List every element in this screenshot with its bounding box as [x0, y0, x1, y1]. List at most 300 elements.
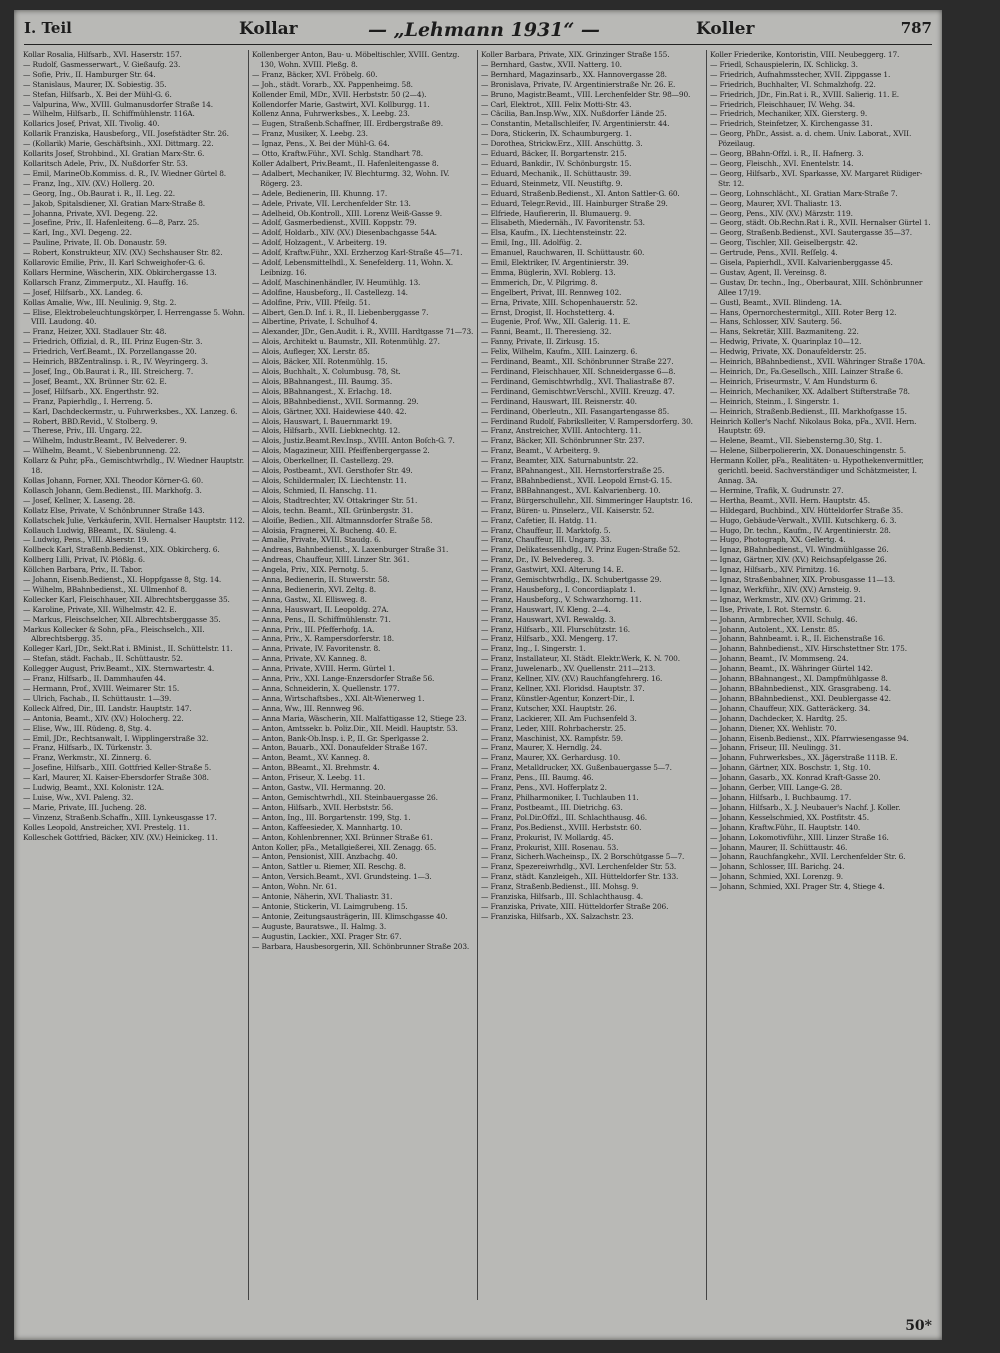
directory-entry: — Anton, Bauarb., XXI. Donaufelder Straße 167.	[252, 743, 428, 753]
directory-entry: Kollar Rosalia, Hilfsarb., XVI. Haserstr. 157.	[23, 50, 182, 59]
directory-entry: — Johann, Hilfsarb., I. Buchbaumg. 17.	[710, 792, 852, 802]
directory-entry: — Ferdinand Rudolf, Fabrikslleiter, V. Rampersdorferg. 30.	[481, 416, 693, 426]
directory-entry: — Johann, Gerber, VIII. Lange-G. 28.	[710, 783, 843, 793]
directory-entry: — Josef, Beamt., XX. Brünner Str. 62. E.	[23, 376, 167, 386]
directory-entry: — Franz, Heizer, XXI. Stadlauer Str. 48.	[23, 327, 167, 337]
directory-entry: — Hildegard, Buchbind., XIV. Hütteldorfer Straße 35.	[710, 505, 903, 515]
directory-entry: — Johann, Dachdecker, X. Hardtg. 25.	[710, 713, 848, 723]
directory-entry: — Friedrich, Offizial, d. R., III. Prinz Eugen-Str. 3.	[23, 337, 203, 347]
directory-entry: — Antonie, Näherin, XVI. Thaliastr. 31.	[252, 892, 393, 902]
directory-entry: Kollbeck Karl, Straßenb.Bedienst., XIX. Obkircherg. 6.	[23, 545, 220, 555]
directory-entry: — Hans, Schlosser, XIV. Sauterg. 56.	[710, 317, 842, 327]
directory-entry: Kolles Leopold, Anstreicher, XVI. Prestelg. 11.	[23, 822, 190, 832]
directory-entry: — Johann, Rauchfangkehr., XVII. Lerchenfelder Str. 6.	[710, 852, 906, 862]
directory-entry: — Georg, Pens., XIV. (XV.) Märzstr. 119.	[710, 208, 853, 218]
directory-entry: — Eduard, Steinmetz, VII. Neustiftg. 9.	[481, 178, 623, 188]
directory-entry: — Johann, Lokomotivführ., XIII. Linzer Straße 16.	[710, 832, 889, 842]
directory-entry: — Franz, Kellner, XIV. (XV.) Rauchfangfehrerg. 16.	[481, 674, 663, 684]
directory-entry: Hermann Koller, pFa., Realitäten- u. Hypothekenvermittler, gerichtl. beeid. Sachverständiger und Schätzmeister, I. Annag. 3A.	[710, 456, 924, 485]
directory-entry: — Franz, Hilfsarb., XII. Flurschützstr. 16.	[481, 624, 630, 634]
directory-entry: — Karl, Ing., XVI. Degeng. 22.	[23, 228, 132, 238]
directory-entry: — Johann, Schlosser, III. Barichg. 24.	[710, 862, 845, 872]
directory-entry: — Fanny, Private, II. Zirkusg. 15.	[481, 337, 600, 347]
directory-entry: — Ferdinand, Beamt., XII. Schönbrunner Straße 227.	[481, 357, 674, 367]
directory-entry: — Franz, Straßenb.Bedienst., III. Mohsg. 9.	[481, 882, 639, 892]
directory-entry: — Franz, Chauffeur, III. Ungarg. 33.	[481, 535, 612, 545]
directory-entry: — Alois, Justiz.Beamt.Rev.Insp., XVIII. Anton Boſch-G. 7.	[252, 436, 455, 446]
directory-entry: — Anna, Priv., XXI. Lange-Enzersdorfer Straße 56.	[252, 674, 435, 684]
directory-entry: — Johann, Gärtner, XIX. Boschstr. 1, Stg. 10.	[710, 763, 871, 773]
directory-entry: — Wilhelm, Beamt., V. Siebenbrunneng. 22.	[23, 446, 181, 456]
directory-entry: — Franz, Pos.Bedienst., XVIII. Herbststr. 60.	[481, 822, 642, 832]
directory-entry: — Markus, Fleischselcher, XII. Albrechtsberggasse 35.	[23, 614, 221, 624]
directory-entry: — Anna, Bedienerin, II. Stuwerstr. 58.	[252, 575, 390, 585]
directory-entry: — Georg, PhDr., Assist. a. d. chem. Univ. Laborat., XVII. Pözeilaug.	[710, 129, 912, 149]
directory-entry: Kolleger Karl, JDr., Sekt.Rat i. BMinist., II. Schüttelstr. 11.	[23, 644, 233, 654]
directory-entry: — Hugo, Dr. techn., Kaufm., IV. Argentinierstr. 28.	[710, 525, 891, 535]
directory-entry: — Adele, Private, VII. Lerchenfelder Str. 13.	[252, 198, 411, 208]
directory-entry: — Aloiſie, Bedien., XII. Altmannsdorfer Straße 58.	[252, 515, 433, 525]
directory-entry: — Johann, Eisenb.Bedienst., XI. Hoppfgasse 8, Stg. 14.	[23, 575, 222, 585]
directory-entry: — Franz, Juwelenarb., XV. Quellenstr. 211—213.	[481, 664, 656, 674]
directory-entry: — Emil, JDr., Rechtsanwalt, I. Wipplingerstraße 32.	[23, 733, 209, 743]
directory-entry: — Adelheid, Ob.Kontroll., XIII. Lorenz Weiß-Gasse 9.	[252, 208, 442, 218]
directory-entry: — Johann, Eisenb.Bedienst., XIX. Pfarrwiesengasse 94.	[710, 733, 909, 743]
directory-entry: — Emanuel, Rauchwaren, II. Schüttaustr. 60.	[481, 248, 645, 258]
directory-entry: — Auguste, Bauratswe., II. Halmg. 3.	[252, 921, 387, 931]
directory-entry: — Johanna, Private, XVI. Degeng. 22.	[23, 208, 158, 218]
directory-entry: — Georg, Tischler, XII. Geiselbergstr. 42.	[710, 238, 858, 248]
directory-entry: — Emil, Ing., III. Adolfüg. 2.	[481, 238, 582, 248]
directory-entry: Koller Adalbert, Priv.Beamt., II. Hafenleitengasse 8.	[252, 158, 439, 168]
directory-entry: — Alois, Aufleger, XX. Lerstr. 85.	[252, 347, 370, 357]
directory-entry: — Emma, Büglerin, XVI. Roblerg. 13.	[481, 267, 616, 277]
directory-entry: — Friedl, Schauspielerin, IX. Schlickg. 3.	[710, 59, 858, 69]
directory-entry: — Anton, Kohlenbrenner, XXI. Brünner Straße 61.	[252, 832, 433, 842]
directory-entry: — Franz, Chauffeur, II. Marktofg. 5.	[481, 525, 611, 535]
directory-entry: — Franz, Ing., I. Singerstr. 1.	[481, 644, 586, 654]
directory-entry: — Anton, Amtssekr. b. Poliz.Dir., XII. Meidl. Hauptstr. 53.	[252, 723, 458, 733]
directory-entry: — Franz, Pens., III. Baumg. 46.	[481, 773, 594, 783]
directory-entry: — Johann, Armbrecher, XVII. Schulg. 46.	[710, 614, 858, 624]
directory-entry: — Ludwig, Beamt., XXI. Kolonistr. 12A.	[23, 783, 164, 793]
directory-entry: Kollaritsch Adele, Priv., IX. Nußdorfer Str. 53.	[23, 158, 188, 168]
directory-entry: — Anton, Pensionist, XIII. Anzbachg. 40.	[252, 852, 398, 862]
directory-entry: Kollegger August, Priv.Beamt., XIX. Sternwartestr. 4.	[23, 664, 215, 674]
directory-entry: — Alois, Architekt u. Baumstr., XII. Rotenmühlg. 27.	[252, 337, 440, 347]
directory-entry: — Alois, Oberkellner, II. Castellеzg. 29.	[252, 456, 394, 466]
directory-entry: — Heinrich, Straßenb.Bedienst., III. Markhofgasse 15.	[710, 406, 907, 416]
directory-entry: — Sofie, Priv., II. Hamburger Str. 64.	[23, 69, 156, 79]
directory-entry: — Ferdinand, Gemischtwr.Verschl., XVIII. Kreuzg. 47.	[481, 386, 675, 396]
directory-entry: — Helene, Silberpoliererin, XX. Donaueschingenstr. 5.	[710, 446, 906, 456]
directory-entry: Kollarics Josef, Privat, XII. Tivolig. 40.	[23, 119, 160, 129]
directory-entry: — Adolf, Gasmerbedienst., XVIII. Koppstr. 79.	[252, 218, 417, 228]
directory-entry: — Anna, Wirtschaftsbes., XXI. Alt-Wienerweg 1.	[252, 693, 425, 703]
signature-mark: 50*	[905, 1318, 932, 1334]
directory-entry: — Dora, Stickerin, IX. Schaumburgerg. 1.	[481, 129, 632, 139]
directory-entry: — Franz, Anstreicher, XVIII. Antochterg. 11.	[481, 426, 641, 436]
directory-entry: — Therese, Priv., III. Ungarg. 22.	[23, 426, 142, 436]
directory-entry: — Franz, Künstler-Agentur, Konzert-Dir., I.	[481, 693, 635, 703]
directory-entry: — Rudolf, Gasmesserwart., V. Gießaufg. 23.	[23, 59, 181, 69]
directory-entry: — Johann, Maurer, II. Schüttaustr. 46.	[710, 842, 848, 852]
directory-entry: — Franz, Spezereiwrhdlg., XVI. Lerchenfelder Str. 53.	[481, 862, 677, 872]
directory-entry: — Georg, Straßenb.Bedienst., XVI. Sautergasse 35—37.	[710, 228, 912, 238]
directory-entry: — Anna, Private, IV. Favoritenstr. 8.	[252, 644, 381, 654]
directory-entry: — Alois, techn. Beamt., XII. Grünbergstr. 31.	[252, 505, 413, 515]
directory-entry: — Friedrich, Buchhalter, VI. Schmalzhofg. 22.	[710, 79, 876, 89]
directory-entry: — Franz, Sicherh.Wacheinsp., IX. 2 Borschütgasse 5—7.	[481, 852, 685, 862]
directory-entry: — Franz, Gastwirt, XXI. Alterung 14. E.	[481, 565, 624, 575]
directory-entry: Kollatz Else, Private, V. Schönbrunner Straße 143.	[23, 505, 205, 515]
directory-entry: — Friedrich, JDr., Fin.Rat i. R., XVIII. Salierig. 11. E.	[710, 89, 900, 99]
directory-entry: — Franz, Hauswart, IV. Kleng. 2—4.	[481, 604, 611, 614]
column-4	[707, 50, 936, 1300]
directory-entry: — Alois, BBahnangest., III. Baumg. 35.	[252, 376, 393, 386]
directory-entry: — Eduard, Bankdir., IV. Schönburgstr. 15.	[481, 158, 632, 168]
directory-entry: — Gertrude, Pens., XVII. Reſſelg. 4.	[710, 248, 838, 258]
directory-entry: — Anna, Hauswart, II. Leopoldg. 27A.	[252, 604, 389, 614]
directory-entry: — Anton, Gastw., VII. Hermanng. 20.	[252, 783, 386, 793]
directory-entry: — Georg, Lohnschlächt., XI. Gratian Marx-Straße 7.	[710, 188, 898, 198]
directory-entry: — Johann, Autolent., XX. Lenstr. 85.	[710, 624, 840, 634]
directory-entry: Kollarits Josef, Strohbind., XI. Gratian Marx-Str. 6.	[23, 149, 205, 159]
directory-entry: — Anna, Ww., III. Rennweg 96.	[252, 703, 364, 713]
header-title: — „Lehmann 1931“ —	[368, 19, 600, 41]
directory-entry: — Hertha, Beamt., XVII. Hern. Hauptstr. 45.	[710, 495, 870, 505]
directory-entry: — Franz, Maschinist, XX. Rampfstr. 59.	[481, 733, 623, 743]
directory-entry: — Eduard, Bäcker, II. Borgartenstr. 215.	[481, 149, 627, 159]
directory-entry: — Ignaz, Hilfsarb., XIV. Pirnitzg. 16.	[710, 565, 840, 575]
header-left-word: Kollar	[239, 19, 298, 39]
directory-entry: Kollenz Anna, Fuhrwerksbes., X. Leebg. 23.	[252, 109, 410, 119]
directory-entry: — Eduard, Mechanik., II. Schüttaustr. 39.	[481, 168, 632, 178]
directory-entry: — Friedrich, Mechaniker, XIX. Giersterg. 9.	[710, 109, 868, 119]
directory-entry: — Franz, Büren- u. Pinselerz., VII. Kaiserstr. 52.	[481, 505, 655, 515]
directory-entry: Kollatschek Julie, Verkäuferin, XVII. Hernalser Hauptstr. 112.	[23, 515, 245, 525]
directory-page	[14, 10, 942, 1340]
directory-entry: — Aloisia, Fragnerei, X. Bucheng. 40. E.	[252, 525, 397, 535]
directory-entry: — Anna, Gastw., XI. Ellisweg. 8.	[252, 594, 367, 604]
directory-entry: — Engelbert, Privat, III. Rennweg 102.	[481, 287, 622, 297]
directory-entry: — Alexander, JDr., Gen.Audit. i. R., XVIII. Hardtgasse 71—73.	[252, 327, 474, 337]
directory-entry: — Franz, Leder, XIII. Rohrbacherstr. 25.	[481, 723, 626, 733]
directory-entry: — Felix, Wilhelm, Kaufm., XIII. Lainzerg. 6.	[481, 347, 638, 357]
directory-entry: — Alois, Bäcker, XII. Rotenmühlg. 15.	[252, 357, 388, 367]
directory-entry: Kollarovic Emilie, Priv., II. Karl Schweighofer-G. 6.	[23, 258, 205, 268]
directory-entry: — Valpurina, Ww., XVIII. Gulmanusdorfer Straße 14.	[23, 99, 213, 109]
directory-entry: — Franz, BBBahnangest., XVI. Kalvarienberg. 10.	[481, 485, 661, 495]
directory-entry: — Georg, Fleischh., XVI. Enentelstr. 14.	[710, 158, 854, 168]
directory-entry: — Ignaz, Gärtner, XIV. (XV.) Reichsapfelgasse 26.	[710, 555, 887, 565]
directory-entry: — Franz, Dr., IV. Belvedereg. 3.	[481, 555, 594, 565]
directory-entry: — Franz, Hauswart, XVI. Rewaldg. 3.	[481, 614, 616, 624]
directory-entry: — Cäcilia, Ban.Insp.Ww., XIX. Nußdorfer Lände 25.	[481, 109, 667, 119]
directory-entry: — Anna, Schneiderin, X. Quellenstr. 177.	[252, 684, 400, 693]
directory-entry: — Anton, Beamt., XV. Kanneg. 8.	[252, 753, 370, 763]
directory-entry: — Franz, Kutscher, XXI. Hauptstr. 26.	[481, 703, 617, 713]
directory-entry: — Franz, Maurer, XX. Gerhardusg. 10.	[481, 753, 621, 763]
directory-entry: Köllchen Barbara, Priv., II. Tabor.	[23, 565, 143, 575]
directory-entry: — Adele, Bedienerin, III. Khunng. 17.	[252, 188, 388, 198]
directory-entry: — Ludwig, Pens., VIII. Alserstr. 19.	[23, 535, 149, 545]
directory-entry: — Johann, Schmied, XXI. Prager Str. 4, Stiege 4.	[710, 882, 885, 892]
directory-entry: — Bronislava, Private, IV. Argentinierstraße Nr. 26. E.	[481, 79, 676, 89]
directory-entry: — Emil, MarineOb.Kommiss. d. R., IV. Wiedner Gürtel 8.	[23, 168, 227, 178]
directory-entry: — Alois, Gärtner, XXI. Haidewiese 440. 42.	[252, 406, 407, 416]
directory-entry: Kollasch Johann, Gem.Bedienst., III. Markhofg. 3.	[23, 485, 202, 495]
directory-entry: — Alois, Schmied, II. Hanschg. 11.	[252, 485, 377, 495]
directory-entry: — Adolf, Holdarb., XIV. (XV.) Diesenbachgasse 54A.	[252, 228, 437, 238]
directory-entry: — Franz, Pol.Dir.Offzl., III. Schlachthausg. 46.	[481, 812, 647, 822]
directory-entry: — Franz, Werkmstr., XI. Zinnerg. 6.	[23, 753, 152, 763]
directory-entry: — Ulrich, Fachab., II. Schüttaustr. 1—39.	[23, 693, 172, 703]
directory-entry: — Johann, BBahnbedienst., XIX. Grasgrabeng. 14.	[710, 684, 891, 693]
directory-entry: — Alois, Magazineur, XIII. Pfeiffenbergergasse 2.	[252, 446, 430, 456]
directory-entry: — Albert, Gen.D. Inf. i. R., II. Liebenberggasse 7.	[252, 307, 429, 317]
directory-entry: Kollendorfer Marie, Gastwirt, XVI. Kollburgg. 11.	[252, 99, 430, 109]
directory-entry: — Johann, Gasarb., XX. Konrad Kraft-Gasse 20.	[710, 773, 881, 783]
directory-entry: — Ferdinand, Hauswart, III. Reisnerstr. 40.	[481, 396, 637, 406]
directory-entry: — Hugo, Gebäude-Verwalt., XVIII. Kutschkerg. 6. 3.	[710, 515, 897, 525]
directory-entry: — Franz, Bäcker, XII. Schönbrunner Str. 237.	[481, 436, 645, 446]
directory-entry: — Johann, Kraftw.Führ., II. Hauptstr. 140.	[710, 822, 861, 832]
directory-entry: — Barbara, Hausbesorgerin, XII. Schönbrunner Straße 203.	[252, 941, 470, 951]
directory-entry: — Hans, Opernorchestermitgl., XIII. Roter Berg 12.	[710, 307, 897, 317]
directory-entry: — Franz, Pens., XVI. Hofferplatz 2.	[481, 783, 607, 793]
directory-entry: — Helene, Beamt., VII. Siebensterng.30, Stg. 1.	[710, 436, 882, 446]
directory-entry: — Ignaz, BBahnbedienst., VI. Windmühlgasse 26.	[710, 545, 889, 555]
directory-entry: — Alois, Buchhalt., X. Columbusg. 78, St.	[252, 367, 401, 376]
directory-entry: — Johann, Chauffeur, XIX. Gatteräckerg. 34.	[710, 703, 871, 713]
directory-entry: — Alois, Schildermaler, IX. Liechtenstr. 11.	[252, 475, 407, 485]
directory-entry: — Elsa, Kaufm., IX. Liechtensteinstr. 22.	[481, 228, 627, 238]
directory-entry: — Bruno, Magistr.Beamt., VIII. Lerchenfelder Str. 98—90.	[481, 89, 691, 99]
directory-entry: — Georg, städt. Ob.Rechn.Rat i. R., XVII. Hernalser Gürtel 1.	[710, 218, 931, 228]
directory-entry: — Ferdinand, Oberleutn., XII. Fasangartengasse 85.	[481, 406, 670, 416]
directory-entry: — Johann, Beamt., IX. Währinger Gürtel 142.	[710, 664, 873, 674]
directory-entry: — Luise, Ww., XVI. Paleng. 32.	[23, 792, 134, 802]
directory-entry: Koller Friederike, Kontoristin, VIII. Neubeggerg. 17.	[710, 50, 900, 59]
directory-entry: — Friedrich, Verf.Beamt., IX. Porzellangasse 20.	[23, 347, 197, 357]
directory-entry: — Josef, Kellner, X. Laseng. 28.	[23, 495, 136, 505]
directory-entry: — Johann, Bahnbeamt. i. R., II. Eichenstraße 16.	[710, 634, 886, 644]
directory-entry: Kollarz & Puhr, pFa., Gemischtwrhdlg., IV. Wiedner Hauptstr. 18.	[23, 456, 244, 476]
directory-entry: — Robert, BBD.Revid., V. Stolberg. 9.	[23, 416, 158, 426]
directory-entry: — Antonie, Stickerin, VI. Laimgrubeng. 15.	[252, 901, 408, 911]
directory-entry: — Franz, Gemischtwrhdlg., IX. Schubertgasse 29.	[481, 575, 662, 585]
directory-entry: — Anton, Gemischtwrhdl., XII. Steinbauergasse 26.	[252, 792, 438, 802]
directory-entry: — Alois, Hilfsarb., XVII. Liebknechtg. 12.	[252, 426, 401, 436]
directory-entry: — Hermann, Prof., XVIII. Weimarer Str. 15.	[23, 684, 180, 693]
directory-entry: — Anton, BBeamt., XI. Brehmstr. 4.	[252, 763, 380, 773]
directory-entry: — Anton, Sattler u. Riemer, XII. Reschg. 8.	[252, 862, 406, 872]
directory-entry: — Bernhard, Magazinsarb., XX. Hannovergasse 28.	[481, 69, 667, 79]
directory-entry: — Josefine, Priv., II. Hafenleiteng. 6—8, Parz. 25.	[23, 218, 200, 228]
directory-entry: — Hermine, Trafik, X. Gudrunstr. 27.	[710, 485, 844, 495]
directory-entry: — Dorothea, Strickw.Erz., XIII. Anschüttg. 3.	[481, 139, 643, 149]
directory-entry: — Friedrich, Steinfetzer, X. Kirchengasse 31.	[710, 119, 873, 129]
directory-entry: — Johann, BBahnbedienst., XXI. Deublergasse 42.	[710, 693, 891, 703]
directory-entry: — Franz, Installateur, XI. Städt. Elektr.Werk, K. N. 700.	[481, 654, 680, 664]
directory-entry: Kollarik Franziska, Hausbeforg., VII. Josefstädter Str. 26.	[23, 129, 229, 139]
directory-entry: Anton Koller, pFa., Metallgießerei, XII. Zenagg. 65.	[252, 842, 437, 852]
directory-entry: — Karl, Dachdeckermstr., u. Fuhrwerksbes., XX. Lanzeg. 6.	[23, 406, 238, 416]
directory-entry: Kolleschek Gottfried, Bäcker, XIV. (XV.) Heinickeg. 11.	[23, 832, 218, 842]
directory-entry: — Franz, BBahnbedienst., XVII. Leopold Ernst-G. 15.	[481, 475, 672, 485]
directory-entry: — Antonie, Zeitungsausträgerin, III. Klimschgasse 40.	[252, 911, 448, 921]
directory-entry: — Anton, Versich.Beamt., XVI. Grundsteing. 1—3.	[252, 872, 432, 882]
directory-entry: — Johann, Diener, XX. Wehlistr. 70.	[710, 723, 837, 733]
columns	[20, 50, 938, 1300]
directory-entry: — Ignaz, Straßenbahner, XIX. Probusgasse 11—13.	[710, 575, 895, 585]
directory-entry: — Josefine, Hilfsarb., XIII. Gottfried Keller-Straße 5.	[23, 763, 212, 773]
directory-entry: Kollas Johann, Forner, XXI. Theodor Körner-G. 60.	[23, 475, 204, 485]
directory-entry: — Franz, Maurer, X. Herndlg. 24.	[481, 743, 602, 753]
directory-entry: Kollars Hermine, Wäscherin, XIX. Obkirchergasse 13.	[23, 267, 217, 277]
directory-entry: — Eugenie, Prof. Ww., XII. Galerig. 11. E.	[481, 317, 631, 327]
directory-entry: Kolleck Alfred, Dir., III. Landstr. Hauptstr. 147.	[23, 703, 192, 713]
column-3	[478, 50, 707, 1300]
directory-entry: — Hedwig, Private, XX. Donaufelderstr. 25.	[710, 347, 867, 357]
directory-entry: — Augustin, Lackier., XXI. Prager Str. 67.	[252, 931, 402, 941]
header-part: I. Teil	[24, 19, 72, 37]
directory-entry: — Anna, Bedienerin, XVI. Zeltg. 8.	[252, 584, 376, 594]
directory-entry: — Elfriede, Haufiererin, II. Blumauerg. 9.	[481, 208, 632, 218]
directory-entry: — Elise, Elektrobeleuchtungskörper, I. Herrengasse 5. Wohn. VIII. Laudong. 40.	[23, 307, 245, 327]
directory-entry: — Gustl, Beamt., XVII. Blindeng. 1A.	[710, 297, 842, 307]
directory-entry: — Gisela, Papierhdl., XVII. Kalvarienberggasse 45.	[710, 258, 893, 268]
directory-entry: — Andreas, Bahnbedienst., X. Laxenburger Straße 31.	[252, 545, 449, 555]
directory-entry: — Franz, Prokurist, XIII. Rosenau. 53.	[481, 842, 619, 852]
column-2	[249, 50, 478, 1300]
directory-entry: — Emil, Elektriker, IV. Argentinierstr. 39.	[481, 258, 629, 268]
directory-entry: — Carl, Elektrot., XIII. Felix Motti-Str. 43.	[481, 99, 632, 109]
directory-entry: — Johann, Beamt., IV. Mommseng. 24.	[710, 654, 849, 664]
directory-entry: — Eduard, Telegr.Revid., III. Hainburger Straße 29.	[481, 198, 668, 208]
directory-entry: — Josef, Hilfsarb., XX. Engerthstr. 92.	[23, 386, 159, 396]
directory-entry: — Stefan, städt. Fachab., II. Schüttaustr. 52.	[23, 654, 183, 664]
directory-entry: — Franz, Philharmoniker, I. Tuchlauben 11.	[481, 792, 639, 802]
directory-entry: Koller Barbara, Private, XIX. Grinzinger Straße 155.	[481, 50, 670, 59]
directory-entry: — Heinrich, Mechaniker, XX. Adalbert Stifterstraße 78.	[710, 386, 910, 396]
directory-entry: — Alois, Hauswart, I. Bauernmarkt 19.	[252, 416, 392, 426]
directory-entry: Kollberg Lilli, Privat, IV. Plößlg. 6.	[23, 555, 145, 565]
directory-entry: — Anna, Private, XV. Kanneg. 8.	[252, 654, 367, 664]
directory-entry: — Adolf, Maschinenhändler, IV. Heumühlg. 13.	[252, 277, 421, 287]
directory-entry: — Ernst, Drogist, II. Hochstetterg. 4.	[481, 307, 615, 317]
directory-entry: — Angela, Priv., XIX. Pernotg. 5.	[252, 565, 369, 575]
directory-entry: — Anton, Bank-Ob.Insp. i. P., II. Gr. Sperlgasse 2.	[252, 733, 429, 743]
directory-entry: — Heinrich, Friseurmstr., V. Am Hundsturm 6.	[710, 376, 878, 386]
directory-entry: Heinrich Koller's Nachf. Nikolaus Boka, pFa., XVII. Hern. Hauptstr. 69.	[710, 416, 917, 436]
directory-entry: — Anna Maria, Wäscherin, XII. Malfattigasse 12, Stiege 23.	[252, 713, 467, 723]
directory-entry: — Ignaz, Werkmstr., XIV. (XV.) Grimmg. 21.	[710, 594, 866, 604]
directory-entry: — Alois, BBahnbedienst., XVII. Sormanng. 29.	[252, 396, 419, 406]
directory-entry: — Anna, Pens., II. Schiffmühlenstr. 71.	[252, 614, 391, 624]
directory-entry: — Franz, Bäcker, XVI. Fröbelg. 60.	[252, 69, 378, 79]
directory-entry: — Karl, Maurer, XI. Kaiser-Ebersdorfer Straße 308.	[23, 773, 209, 783]
directory-entry: — Ignaz, Werkführ., XIV. (XV.) Arnsteig. 9.	[710, 584, 861, 594]
directory-entry: — Franz, Ing., XIV. (XV.) Hollerg. 20.	[23, 178, 155, 188]
directory-entry: — Stanislaus, Maurer, IX. Sobiestig. 35.	[23, 79, 167, 89]
directory-entry: — Adolf, Kraftw.Führ., XXI. Erzherzog Karl-Straße 45—71.	[252, 248, 463, 258]
directory-entry: — Franz, Hausbeforg., I. Concordiaplatz 1.	[481, 584, 636, 594]
directory-entry: — Hedwig, Private, X. Quarinplaz 10—12.	[710, 337, 862, 347]
directory-entry: — Erna, Private, XIII. Schopenhauerstr. 52.	[481, 297, 638, 307]
directory-entry: — Franziska, Private, XIII. Hütteldorfer Straße 206.	[481, 901, 669, 911]
directory-entry: — Pauline, Private, II. Ob. Donaustr. 59.	[23, 238, 167, 248]
directory-entry: — Antonia, Beamt., XIV. (XV.) Holocherg. 22.	[23, 713, 184, 723]
directory-entry: — Anton, Hilfsarb., XVII. Herbststr. 56.	[252, 802, 394, 812]
directory-entry: — Franz, Lackierer, XII. Am Fuchsenfeld 3.	[481, 713, 637, 723]
directory-entry: — Wilhelm, Hilfsarb., II. Schiffmühlenstr. 116A.	[23, 109, 195, 119]
directory-entry: — Franz, Hilfsarb., XXI. Mengerg. 17.	[481, 634, 618, 644]
directory-entry: — Franz, BPahnangest., XII. Hernstorferstraße 25.	[481, 466, 665, 476]
directory-entry: — Wilhelm, BBahnbedienst., XI. Ullmenhof 8.	[23, 584, 187, 594]
directory-entry: — Eduard, Straßenb.Bedienst., XI. Anton Sattler-G. 60.	[481, 188, 680, 198]
directory-entry: — Georg, Maurer, XVI. Thaliastr. 13.	[710, 198, 842, 208]
directory-entry: — Stefan, Hilfsarb., X. Bei der Mühl-G. 6.	[23, 89, 172, 99]
directory-entry: — Johann, Fuhrwerksbes., XX. Jägerstraße 111B. E.	[710, 753, 898, 763]
directory-entry: — Anna, Priv., III. Pfefferhofg. 1A.	[252, 624, 375, 634]
directory-entry: — Alois, Postbeamt., XVI. Gersthofer Str. 49.	[252, 466, 413, 476]
page-number: 787	[900, 19, 932, 37]
directory-entry: — Alois, Stadtrechter, XV. Ottakringer Str. 51.	[252, 495, 418, 505]
directory-entry: — Franziska, Hilfsarb., III. Schlachthausg. 4.	[481, 892, 643, 902]
directory-entry: Kollender Emil, MDr., XVII. Herbststr. 50 (2—4).	[252, 89, 427, 99]
directory-entry: Kollarsch Franz, Zimmerputz., XI. Hauffg. 16.	[23, 277, 189, 287]
directory-entry: — Adolfine, Hausbeforg., II. Castellеzg. 14.	[252, 287, 408, 297]
directory-entry: — Albertine, Private, I. Schulhof 4.	[252, 317, 378, 327]
directory-entry: — Franz, Hilfsarb., IX. Türkenstr. 3.	[23, 743, 152, 753]
directory-entry: — Jakob, Spitalsdiener, XI. Gratian Marx-Straße 8.	[23, 198, 205, 208]
directory-entry: — Ferdinand, Fleischhauer, XII. Schneidergasse 6—8.	[481, 367, 676, 376]
directory-entry: — Fanni, Beamt., II. Theresieng. 32.	[481, 327, 612, 337]
page-header	[24, 16, 932, 45]
directory-entry: — Georg, Hilfsarb., XVI. Sparkasse, XV. Margaret Rüdiger-Str. 12.	[710, 168, 923, 188]
directory-entry: — Franziska, Hilfsarb., XX. Salzachstr. 23.	[481, 911, 634, 921]
directory-entry: — Anton, Friseur, X. Leebg. 11.	[252, 773, 365, 783]
directory-entry: — Johann, BBahnangest., XI. Dampfmühlgasse 8.	[710, 674, 888, 684]
directory-entry: — Joh., städt. Vorarb., XX. Pappenheimg. 58.	[252, 79, 413, 89]
directory-entry: — Anton, Wohn. Nr. 61.	[252, 882, 337, 892]
directory-entry: Markus Kollecker & Sohn, pFa., Fleischselch., XII. Albrechtsbergg. 35.	[23, 624, 205, 644]
directory-entry: — Anton, Ing., III. Borgartenstr. 199, Stg. 1.	[252, 812, 411, 822]
directory-entry: Kollenberger Anton, Bau- u. Möbeltischler, XVIII. Gentzg. 130, Wohn. XVIII. Pleßg. 8.	[252, 50, 460, 69]
directory-entry: — Franz, Beamt., V. Arbeiterg. 9.	[481, 446, 600, 456]
directory-entry: — Franz, Bürgerschullehr., XII. Simmeringer Hauptstr. 16.	[481, 495, 693, 505]
directory-entry: — Franz, Papierhdlg., I. Herreng. 5.	[23, 396, 153, 406]
directory-entry: — Franz, Delikatessenhdlg., IV. Prinz Eugen-Straße 52.	[481, 545, 681, 555]
directory-entry: — Johann, Friseur, III. Neulingg. 31.	[710, 743, 841, 753]
directory-entry: — Franz, städt. Kanzleigeh., XII. Hütteldorfer Str. 133.	[481, 872, 679, 882]
directory-entry: Kollas Amalie, Ww., III. Neulinig. 9, Stg. 2.	[23, 297, 177, 307]
directory-entry: — Gustav, Dr. techn., Ing., Oberbaurat, XIII. Schönbrunner Allee 17/19.	[710, 277, 923, 297]
directory-entry: — Anna, Priv., X. Rampersdorferstr. 18.	[252, 634, 394, 644]
directory-entry: — Johann, Hilfsarb., X. J. Neubauer's Nachf. J. Koller.	[710, 802, 901, 812]
directory-entry: — Vinzenz, Straßenb.Schaffn., XIII. Lynkeusgasse 17.	[23, 812, 217, 822]
directory-entry: — Franz, Hilfsarb., II. Dammhaufen 44.	[23, 674, 166, 684]
column-1	[20, 50, 249, 1300]
directory-entry: — Georg, BBahn-Offzl. i. R., II. Hafnerg. 3.	[710, 149, 864, 159]
directory-entry: — Josef, Hilfsarb., XX. Landeg. 6.	[23, 287, 143, 297]
directory-entry: — Heinrich, BBZentralinsp. i. R., IV. Weyringerg. 3.	[23, 357, 208, 367]
directory-entry: — Anton, Kaffeesieder, X. Mannhartg. 10.	[252, 822, 403, 832]
directory-entry: — Heinrich, Dr., Fa.Gesellsch., XIII. Lainzer Straße 6.	[710, 367, 903, 376]
directory-entry: — Elise, Ww., III. Rüdeng. 8, Stg. 4.	[23, 723, 152, 733]
